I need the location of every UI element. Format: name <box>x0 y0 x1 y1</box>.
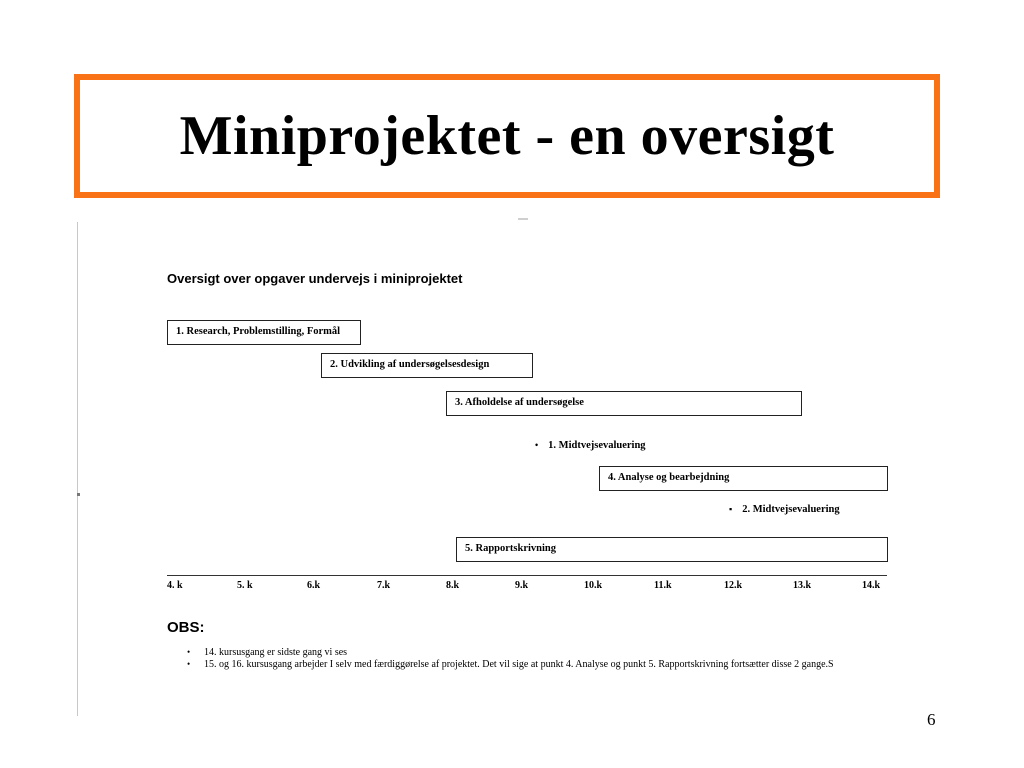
obs-list <box>187 647 887 670</box>
axis-label: 13.k <box>793 580 812 591</box>
bullet-icon: • <box>535 440 539 450</box>
axis-label: 5. k <box>237 580 253 591</box>
milestone-label: 1. Midtvejsevaluering <box>548 440 646 451</box>
axis-label: 6.k <box>307 580 321 591</box>
axis-label: 7.k <box>377 580 391 591</box>
slide-title: Miniprojektet - en oversigt <box>179 105 835 167</box>
document-heading: Oversigt over opgaver undervejs i miniprojektet <box>167 271 463 286</box>
obs-item-text: 14. kursusgang er sidste gang vi ses <box>204 647 348 658</box>
milestone-2 <box>729 504 840 515</box>
axis-label: 11.k <box>654 580 672 591</box>
milestone-label: 2. Midtvejsevaluering <box>742 504 840 515</box>
axis-label: 14.k <box>862 580 881 591</box>
document-left-edge <box>77 222 78 716</box>
task-bar-rapportskrivning: 5. Rapportskrivning <box>456 537 888 562</box>
axis-label: 9.k <box>515 580 529 591</box>
task-bar-afholdelse: 3. Afholdelse af undersøgelse <box>446 391 802 416</box>
task-bar-analyse: 4. Analyse og bearbejdning <box>599 466 888 491</box>
page-number: 6 <box>927 710 936 729</box>
task-bar-research: 1. Research, Problemstilling, Formål <box>167 320 361 345</box>
axis-label: 10.k <box>584 580 603 591</box>
axis-label: 4. k <box>167 580 183 591</box>
document-top-mark <box>518 218 528 220</box>
obs-item <box>187 647 887 659</box>
bullet-icon: ▪ <box>729 504 733 514</box>
title-box <box>74 74 940 198</box>
milestone-1 <box>535 440 646 451</box>
task-bar-undersoegelsesdesign: 2. Udvikling af undersøgelsesdesign <box>321 353 533 378</box>
axis-label: 12.k <box>724 580 743 591</box>
document-edge-mark <box>77 493 80 496</box>
bullet-icon: • <box>187 647 191 657</box>
bullet-icon: • <box>187 658 191 669</box>
obs-item-text: 15. og 16. kursusgang arbejder I selv med færdiggørelse af projektet. Det vil sige at punkt 4. Analyse og punkt 5. Rapportskrivning fortsætter disse 2 gange.S <box>204 658 834 670</box>
timeline-axis <box>167 575 887 576</box>
axis-label: 8.k <box>446 580 460 591</box>
obs-item <box>187 659 887 671</box>
obs-title: OBS: <box>167 619 205 636</box>
